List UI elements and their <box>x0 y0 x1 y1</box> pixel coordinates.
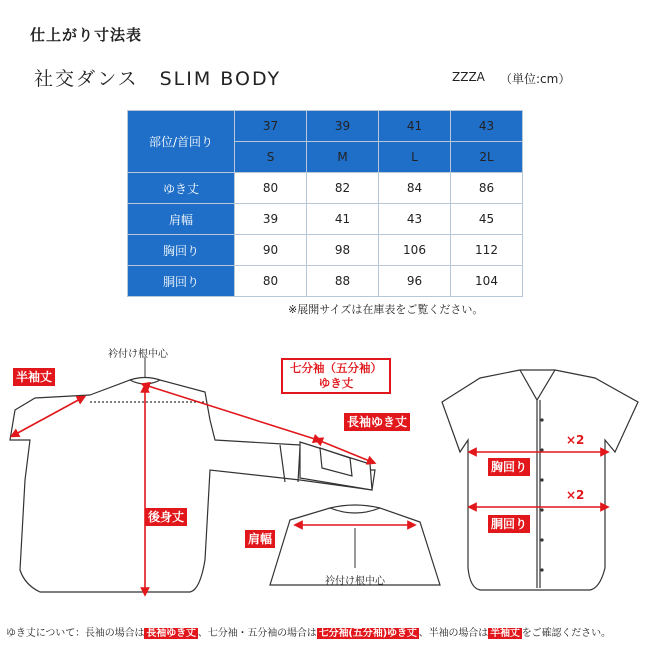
letter-size-header: S <box>235 142 307 173</box>
stock-note: ※展開サイズは在庫表をご覧ください。 <box>288 303 484 316</box>
letter-size-header: L <box>379 142 451 173</box>
footer-text: をご確認ください。 <box>521 628 611 639</box>
three-quarter-sleeve-tag <box>281 358 391 394</box>
table-cell: 45 <box>451 204 523 235</box>
back-length-tag: 後身丈 <box>145 508 187 526</box>
footer-highlight: 七分袖(五分袖)ゆき丈 <box>318 628 417 639</box>
table-cell: 106 <box>379 235 451 266</box>
neck-size-header: 37 <box>235 111 307 142</box>
table-cell: 112 <box>451 235 523 266</box>
table-cell: 80 <box>235 266 307 297</box>
footer-text: 、半袖の場合は <box>418 628 489 639</box>
table-cell: 41 <box>307 204 379 235</box>
table-cell: 104 <box>451 266 523 297</box>
collar-center-label: 衿付け根中心 <box>325 576 385 587</box>
table-cell: 84 <box>379 173 451 204</box>
row-label: 胸回り <box>128 235 235 266</box>
cuff-detail <box>300 442 372 490</box>
front-view-shirt <box>442 370 638 590</box>
unit-label: （単位:cm） <box>500 72 571 86</box>
chest-tag: 胸回り <box>488 458 530 476</box>
table-corner-label: 部位/首回り <box>128 111 235 173</box>
waist-tag: 胴回り <box>488 515 530 533</box>
table-row <box>128 204 523 235</box>
letter-size-header: M <box>307 142 379 173</box>
product-code: ZZZA <box>452 70 485 84</box>
collar-center-label: 衿付け根中心 <box>108 349 168 360</box>
footer-text: 、七分袖・五分袖の場合は <box>197 628 317 639</box>
row-label: 肩幅 <box>128 204 235 235</box>
table-row <box>128 266 523 297</box>
footer-highlight: 半袖丈 <box>490 628 520 639</box>
neck-size-header: 39 <box>307 111 379 142</box>
letter-size-header: 2L <box>451 142 523 173</box>
long-sleeve-tag: 長袖ゆき丈 <box>344 413 410 431</box>
table-row <box>128 173 523 204</box>
table-cell: 86 <box>451 173 523 204</box>
table-cell: 90 <box>235 235 307 266</box>
page-heading: 仕上がり寸法表 <box>30 26 143 44</box>
table-row <box>128 235 523 266</box>
row-label: ゆき丈 <box>128 173 235 204</box>
neck-size-header: 41 <box>379 111 451 142</box>
table-cell: 43 <box>379 204 451 235</box>
table-cell: 98 <box>307 235 379 266</box>
footer-note <box>6 624 611 639</box>
table-cell: 96 <box>379 266 451 297</box>
waist-times-two: ×2 <box>566 488 585 502</box>
half-sleeve-tag: 半袖丈 <box>13 368 55 386</box>
product-title: 社交ダンス SLIM BODY <box>34 68 282 90</box>
row-label: 胴回り <box>128 266 235 297</box>
neck-size-header: 43 <box>451 111 523 142</box>
footer-highlight: 長袖ゆき丈 <box>146 628 196 639</box>
table-cell: 39 <box>235 204 307 235</box>
three-quarter-sleeve-line1: 七分袖（五分袖） <box>290 361 382 375</box>
size-table <box>127 110 523 297</box>
three-quarter-sleeve-line2: ゆき丈 <box>318 376 354 390</box>
footer-text: ゆき丈について：長袖の場合は <box>6 628 145 639</box>
table-cell: 82 <box>307 173 379 204</box>
table-cell: 80 <box>235 173 307 204</box>
shoulder-width-tag: 肩幅 <box>245 530 275 548</box>
chest-times-two: ×2 <box>566 433 585 447</box>
table-cell: 88 <box>307 266 379 297</box>
